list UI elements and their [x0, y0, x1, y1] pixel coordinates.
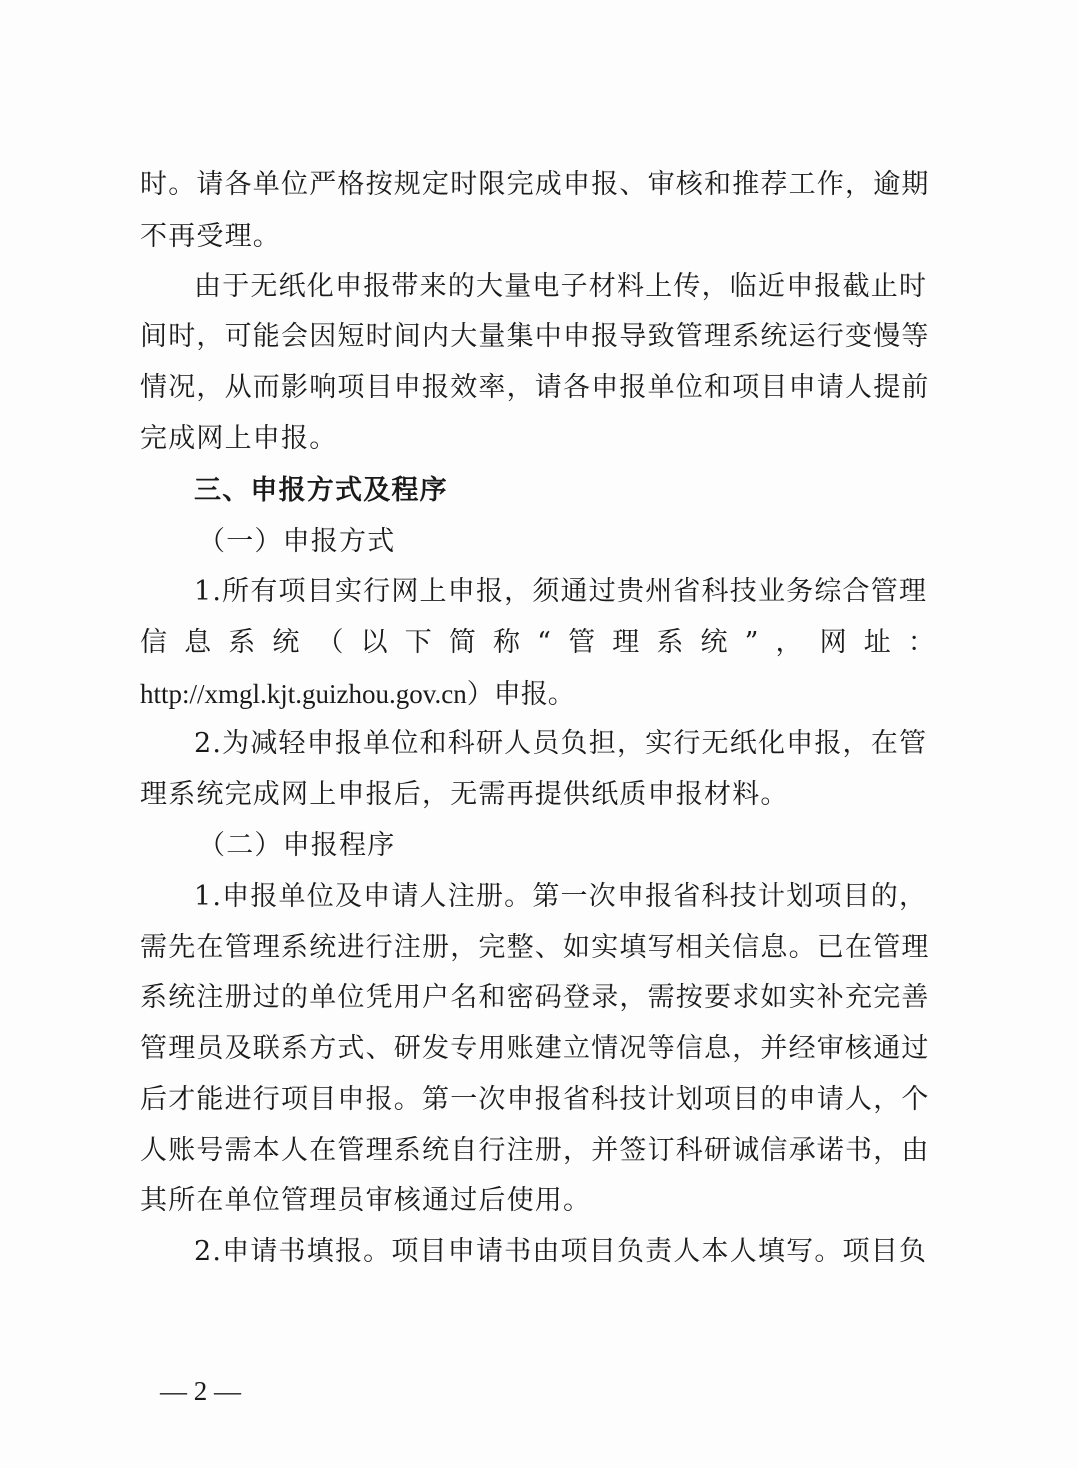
char: 系	[656, 627, 684, 658]
char: 简	[448, 627, 476, 658]
paragraph-line: 人账号需本人在管理系统自行注册，并签订科研诚信承诺书，由	[140, 1135, 930, 1166]
paragraph-line: 时。请各单位严格按规定时限完成申报、审核和推荐工作，逾期	[140, 169, 930, 200]
char: 统	[272, 627, 300, 658]
paragraph-line: 2.申请书填报。项目申请书由项目负责人本人填写。项目负	[194, 1236, 928, 1267]
paragraph-line: 2.为减轻申报单位和科研人员负担，实行无纸化申报，在管	[194, 728, 928, 759]
char: 理	[612, 627, 640, 658]
char: 系	[228, 627, 256, 658]
char: 下	[404, 627, 432, 658]
paragraph-line: 后才能进行项目申报。第一次申报省科技计划项目的申请人，个	[140, 1084, 930, 1115]
paragraph-line: 间时，可能会因短时间内大量集中申报导致管理系统运行变慢等	[140, 321, 930, 352]
paragraph-line: 系统注册过的单位凭用户名和密码登录，需按要求如实补充完善	[140, 982, 930, 1013]
char: ”	[744, 627, 759, 658]
char: ，	[775, 627, 803, 658]
char: ：	[907, 627, 935, 658]
paragraph-line: 由于无纸化申报带来的大量电子材料上传，临近申报截止时	[194, 271, 928, 302]
char: 址	[863, 627, 891, 658]
char: 管	[568, 627, 596, 658]
char: 统	[700, 627, 728, 658]
paragraph-line: 不再受理。	[140, 221, 281, 252]
char: 息	[184, 627, 212, 658]
paragraph-line: 完成网上申报。	[140, 423, 338, 454]
page-number: — 2 —	[160, 1376, 241, 1406]
char: 网	[819, 627, 847, 658]
url-line: http://xmgl.kjt.guizhou.gov.cn）申报。	[140, 679, 575, 709]
paragraph-line-justified	[140, 626, 935, 660]
section-heading: 三、申报方式及程序	[194, 475, 448, 506]
paragraph-line: 其所在单位管理员审核通过后使用。	[140, 1185, 592, 1216]
paragraph-line: 管理员及联系方式、研发专用账建立情况等信息，并经审核通过	[140, 1033, 930, 1064]
char: 信	[140, 627, 167, 658]
char: （	[316, 627, 344, 658]
char: “	[537, 627, 551, 658]
paragraph-line: 1.所有项目实行网上申报，须通过贵州省科技业务综合管理	[194, 576, 928, 607]
paragraph-line: 1.申报单位及申请人注册。第一次申报省科技计划项目的，	[194, 881, 928, 912]
subsection-heading: （一）申报方式	[198, 526, 396, 557]
char: 以	[360, 627, 388, 658]
paragraph-line: 需先在管理系统进行注册，完整、如实填写相关信息。已在管理	[140, 932, 930, 963]
char: 称	[493, 627, 520, 658]
paragraph-line: 情况，从而影响项目申报效率，请各申报单位和项目申请人提前	[140, 372, 930, 403]
paragraph-line: 理系统完成网上申报后，无需再提供纸质申报材料。	[140, 779, 789, 810]
subsection-heading: （二）申报程序	[198, 830, 396, 861]
